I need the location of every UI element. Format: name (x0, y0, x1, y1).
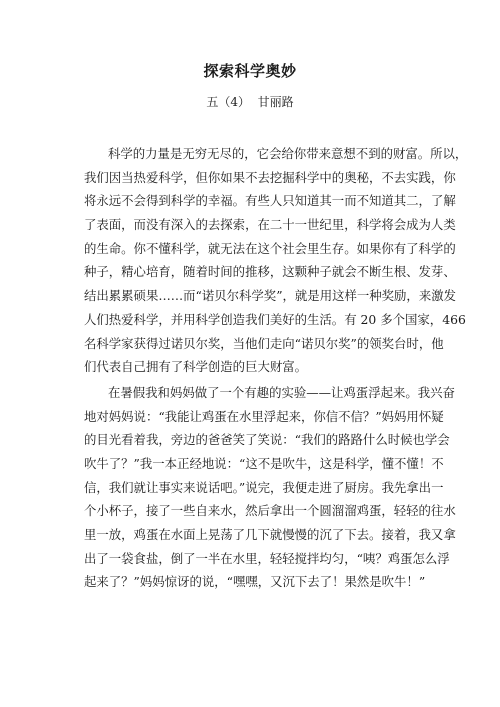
author-byline: 五（4） 甘丽路 (206, 95, 294, 109)
paragraph-line: 了表面，而没有深入的去探索，在二十一世纪里，科学将会成为人类 (84, 217, 456, 233)
paragraph-line: 科学的力量是无穷无尽的，它会给你带来意想不到的财富。所以， (108, 146, 468, 161)
paragraph-line: 人们热爱科学，并用科学创造我们美好的生活。有 20 多个国家，466 (84, 311, 466, 327)
paragraph-line: 起来了？”妈妈惊讶的说，“嘿嘿，又沉下去了！果然是吹牛！” (84, 574, 426, 590)
paragraph-line: 的生命。你不懂科学，就无法在这个社会里生存。如果你有了科学的 (84, 240, 456, 256)
paragraph-line: 出了一袋食盐，倒了一半在水里，轻轻搅拌均匀，“咦？鸡蛋怎么浮 (84, 550, 450, 566)
paragraph-line: 信，我们就让事实来说话吧。”说完，我便走进了厨房。我先拿出一 (84, 479, 444, 495)
paragraph-line: 我们因当热爱科学，但你如果不去挖掘科学中的奥秘，不去实践，你 (84, 169, 456, 185)
article-body (84, 142, 468, 594)
paragraph-line: 种子，精心培育，随着时间的推移，这颗种子就会不断生根、发芽、 (84, 264, 456, 280)
paragraph-intro (84, 142, 468, 379)
paragraph-line: 吹牛了？”我一本正经地说：“这不是吹牛，这是科学，懂不懂！不 (84, 455, 444, 471)
paragraph-experiment (84, 381, 456, 594)
paragraph-line: 将永远不会得到科学的幸福。有些人只知道其一而不知道其二，了解 (84, 193, 456, 209)
paragraph-line: 们代表自己拥有了科学创造的巨大财富。 (84, 359, 308, 375)
paragraph-line: 在暑假我和妈妈做了一个有趣的实验——让鸡蛋浮起来。我兴奋 (108, 384, 455, 400)
paragraph-line: 地对妈妈说：“我能让鸡蛋在水里浮起来，你信不信？”妈妈用怀疑 (84, 408, 444, 424)
paragraph-line: 名科学家获得过诺贝尔奖，当他们走向“诺贝尔奖”的领奖台时，他 (84, 335, 444, 351)
paragraph-line: 结出累累硕果……而“诺贝尔科学奖”，就是用这样一种奖励，来激发 (84, 288, 456, 304)
paragraph-line: 里一放，鸡蛋在水面上晃荡了几下就慢慢的沉了下去。接着，我又拿 (84, 527, 456, 542)
paragraph-line: 的目光看着我，旁边的爸爸笑了笑说：“我们的路路什么时候也学会 (84, 432, 450, 448)
paragraph-line: 个小杯子，接了一些自来水，然后拿出一个圆溜溜鸡蛋，轻轻的往水 (84, 503, 456, 519)
page-title: 探索科学奥妙 (203, 62, 297, 80)
